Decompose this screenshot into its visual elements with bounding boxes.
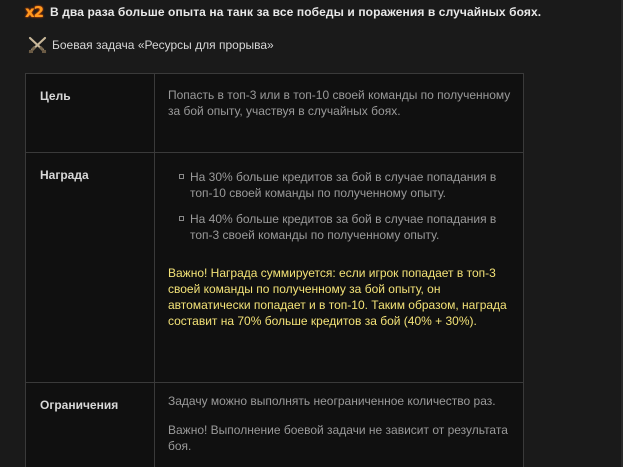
goal-label: Цель [26,74,155,153]
mission-details-table [25,73,524,467]
table-row-reward [26,153,524,383]
reward-list [155,153,523,243]
limits-note: Важно! Выполнение боевой задачи не зависит от результата боя. [168,423,508,453]
crossed-swords-icon [27,35,49,55]
bonus-header-text: В два раза больше опыта на танк за все победы и поражения в случайных боях. [50,5,542,19]
x2-multiplier-icon: x2 [25,3,44,21]
mission-title: Боевая задача «Ресурсы для прорыва» [52,38,274,52]
goal-cell [155,74,524,153]
limits-label: Ограничения [26,383,155,467]
mission-title-row [27,34,274,56]
limits-cell [155,383,524,467]
reward-item-top10: На 30% больше кредитов за бой в случае попадания в топ-10 своей команды по полученному опыту. [177,169,511,201]
limits-text: Задачу можно выполнять неограниченное количество раз. [168,394,496,408]
reward-label: Награда [26,153,155,383]
reward-important-note: Важно! Награда суммируется: если игрок попадает в топ-3 своей команды по полученному за бой опыту, он автоматически попадает и в топ-10. Таким образом, награда составит на 70% больше кредитов за бой (40% + 30%). [168,266,507,328]
goal-text: Попасть в топ-3 или в топ-10 своей команды по полученному за бой опыту, участвуя в случайных боях. [168,88,511,118]
reward-item-top3: На 40% больше кредитов за бой в случае попадания в топ-3 своей команды по полученному опыту. [177,211,511,243]
table-row-limits [26,383,524,467]
bonus-header [25,1,541,23]
reward-cell [155,153,524,383]
table-row-goal [26,74,524,153]
